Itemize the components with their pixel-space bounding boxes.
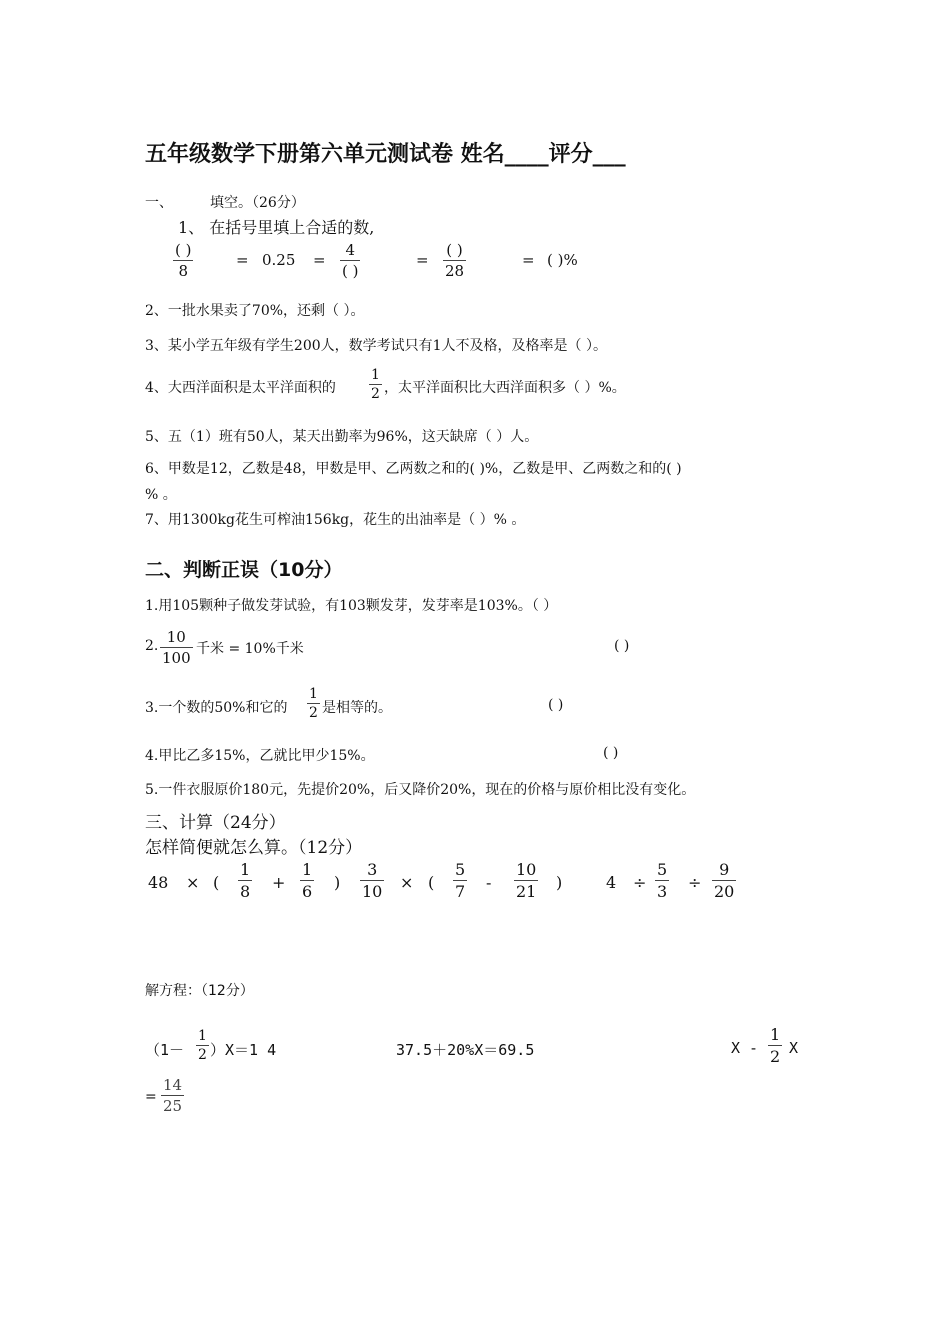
expr2-fraction-c	[514, 860, 538, 901]
expr1-fraction-b-denominator: 6	[302, 882, 313, 901]
section3-heading: 三、计算（24分）	[145, 813, 286, 833]
expr2-right-paren: )	[556, 873, 563, 892]
equation-3-pre: X -	[731, 1039, 759, 1057]
q1-fraction-1-numerator: ( )	[175, 241, 192, 259]
judge-3-numerator: 1	[309, 686, 318, 702]
q1-fraction-2-denominator: ( )	[342, 262, 359, 280]
judge-3-post: 是相等的。	[322, 700, 392, 716]
expr2-fraction-c-denominator: 21	[516, 882, 537, 901]
question-3: 3、某小学五年级有学生200人，数学考试只有1人不及格，及格率是（ ）。	[145, 338, 607, 354]
section2-heading: 二、判断正误（10分）	[145, 559, 343, 581]
section1-number: 一、	[145, 195, 173, 211]
expr3-fraction-a-numerator: 5	[657, 860, 668, 879]
judge-4: 4.甲比乙多15%，乙就比甲少15%。	[145, 748, 375, 764]
equation-3-numerator: 1	[770, 1025, 781, 1044]
equation-3-result-denominator: 25	[163, 1097, 183, 1115]
judge-2-paren: ( )	[614, 638, 630, 654]
expr2-fraction-c-numerator: 10	[516, 860, 537, 879]
expr1-fraction-a-denominator: 8	[240, 882, 251, 901]
q1-percent-blank: ( )%	[547, 251, 578, 269]
question-4-denominator: 2	[371, 386, 380, 402]
expr2-fraction-b-denominator: 7	[455, 882, 466, 901]
equation-1-pre: （1－	[145, 1041, 185, 1059]
equation-1-numerator: 1	[198, 1028, 207, 1044]
expr3-fraction-b-denominator: 20	[714, 882, 735, 901]
q1-value: 0.25	[262, 251, 296, 269]
judge-2-denominator: 100	[162, 649, 191, 667]
equation-3-result-fraction	[161, 1076, 184, 1115]
equation-3-denominator: 2	[770, 1047, 781, 1066]
expr2-fraction-a-denominator: 10	[362, 882, 383, 901]
equation-3-fraction	[768, 1025, 782, 1066]
q1-equals-2: =	[313, 251, 326, 269]
section1-heading: 填空。（26分）	[210, 195, 305, 211]
expr1-48: 48	[148, 873, 169, 892]
expr2-times: ×	[400, 873, 414, 892]
question-7: 7、用1300kg花生可榨油156kg，花生的出油率是（ ）% 。	[145, 512, 526, 528]
expr3-fraction-b-numerator: 9	[719, 860, 730, 879]
equation-3-post: X	[789, 1039, 799, 1057]
q1-fraction-2	[340, 241, 360, 280]
judge-2-fraction	[160, 628, 193, 667]
q1-fraction-1-denominator: 8	[178, 262, 189, 280]
equation-1-post: ）X＝1 4	[210, 1041, 277, 1059]
expr2-fraction-a-numerator: 3	[367, 860, 378, 879]
q1-fraction-3-denominator: 28	[445, 262, 465, 280]
q1-fraction-1	[173, 241, 193, 280]
equation-1-fraction	[196, 1028, 209, 1063]
question-5: 5、五（1）班有50人，某天出勤率为96%，这天缺席（ ）人。	[145, 429, 539, 445]
judge-1: 1.用105颗种子做发芽试验，有103颗发芽，发芽率是103%。（ ）	[145, 598, 558, 614]
expr2-left-paren: (	[428, 873, 435, 892]
expr1-fraction-b	[300, 860, 314, 901]
expr2-fraction-b-numerator: 5	[455, 860, 466, 879]
q1-equals-1: =	[236, 251, 249, 269]
expr1-fraction-b-numerator: 1	[302, 860, 313, 879]
question-6-line2: % 。	[145, 487, 177, 503]
expr1-plus: +	[272, 873, 286, 892]
question-4-post: ，太平洋面积比大西洋面积多（ ）%。	[384, 380, 626, 396]
equation-3-result-numerator: 14	[163, 1076, 183, 1094]
question-4-fraction	[369, 367, 382, 402]
judge-2-post: 千米 = 10%千米	[196, 641, 304, 657]
judge-2-pre: 2.	[145, 638, 159, 654]
expr3-divide-1: ÷	[633, 873, 647, 892]
question-4-numerator: 1	[371, 367, 380, 383]
q1-equals-3: =	[416, 251, 429, 269]
expr1-left-paren: (	[213, 873, 220, 892]
judge-3-paren: ( )	[548, 697, 564, 713]
q1-fraction-2-numerator: 4	[345, 241, 356, 259]
q1-fraction-3-numerator: ( )	[446, 241, 463, 259]
question-2: 2、一批水果卖了70%，还剩（ ）。	[145, 303, 365, 319]
judge-4-paren: ( )	[603, 745, 619, 761]
equation-2: 37.5＋20%X＝69.5	[396, 1041, 535, 1059]
section3-subheading-2: 解方程：（12分）	[145, 983, 254, 999]
expr1-times: ×	[186, 873, 200, 892]
question-6-line1: 6、甲数是12，乙数是48，甲数是甲、乙两数之和的( )%，乙数是甲、乙两数之和的( )	[145, 461, 682, 477]
page-title: 五年级数学下册第六单元测试卷 姓名____评分___	[145, 142, 626, 167]
section3-subheading-1: 怎样简便就怎么算。（12分）	[145, 838, 363, 858]
judge-3-denominator: 2	[309, 705, 318, 721]
expr2-fraction-a	[360, 860, 384, 901]
question-4-pre: 4、大西洋面积是太平洋面积的	[145, 380, 336, 396]
q1-equals-4: =	[522, 251, 535, 269]
expr3-fraction-a-denominator: 3	[657, 882, 668, 901]
expr3-divide-2: ÷	[688, 873, 702, 892]
expr3-fraction-a	[655, 860, 669, 901]
expr2-minus: -	[486, 873, 492, 892]
expr3-fraction-b	[712, 860, 736, 901]
expr1-fraction-a	[238, 860, 252, 901]
q1-fraction-3	[443, 241, 466, 280]
question-1-label: 1、 在括号里填上合适的数,	[178, 218, 375, 237]
expr1-right-paren: )	[334, 873, 341, 892]
expr3-4: 4	[606, 873, 617, 892]
equation-3-equals: =	[145, 1089, 157, 1105]
equation-1-denominator: 2	[198, 1047, 207, 1063]
judge-5: 5.一件衣服原价180元，先提价20%，后又降价20%，现在的价格与原价相比没有变化。	[145, 782, 696, 798]
expr2-fraction-b	[453, 860, 467, 901]
expr1-fraction-a-numerator: 1	[240, 860, 251, 879]
judge-3-pre: 3.一个数的50%和它的	[145, 700, 288, 716]
judge-2-numerator: 10	[166, 628, 186, 646]
judge-3-fraction	[307, 686, 320, 721]
